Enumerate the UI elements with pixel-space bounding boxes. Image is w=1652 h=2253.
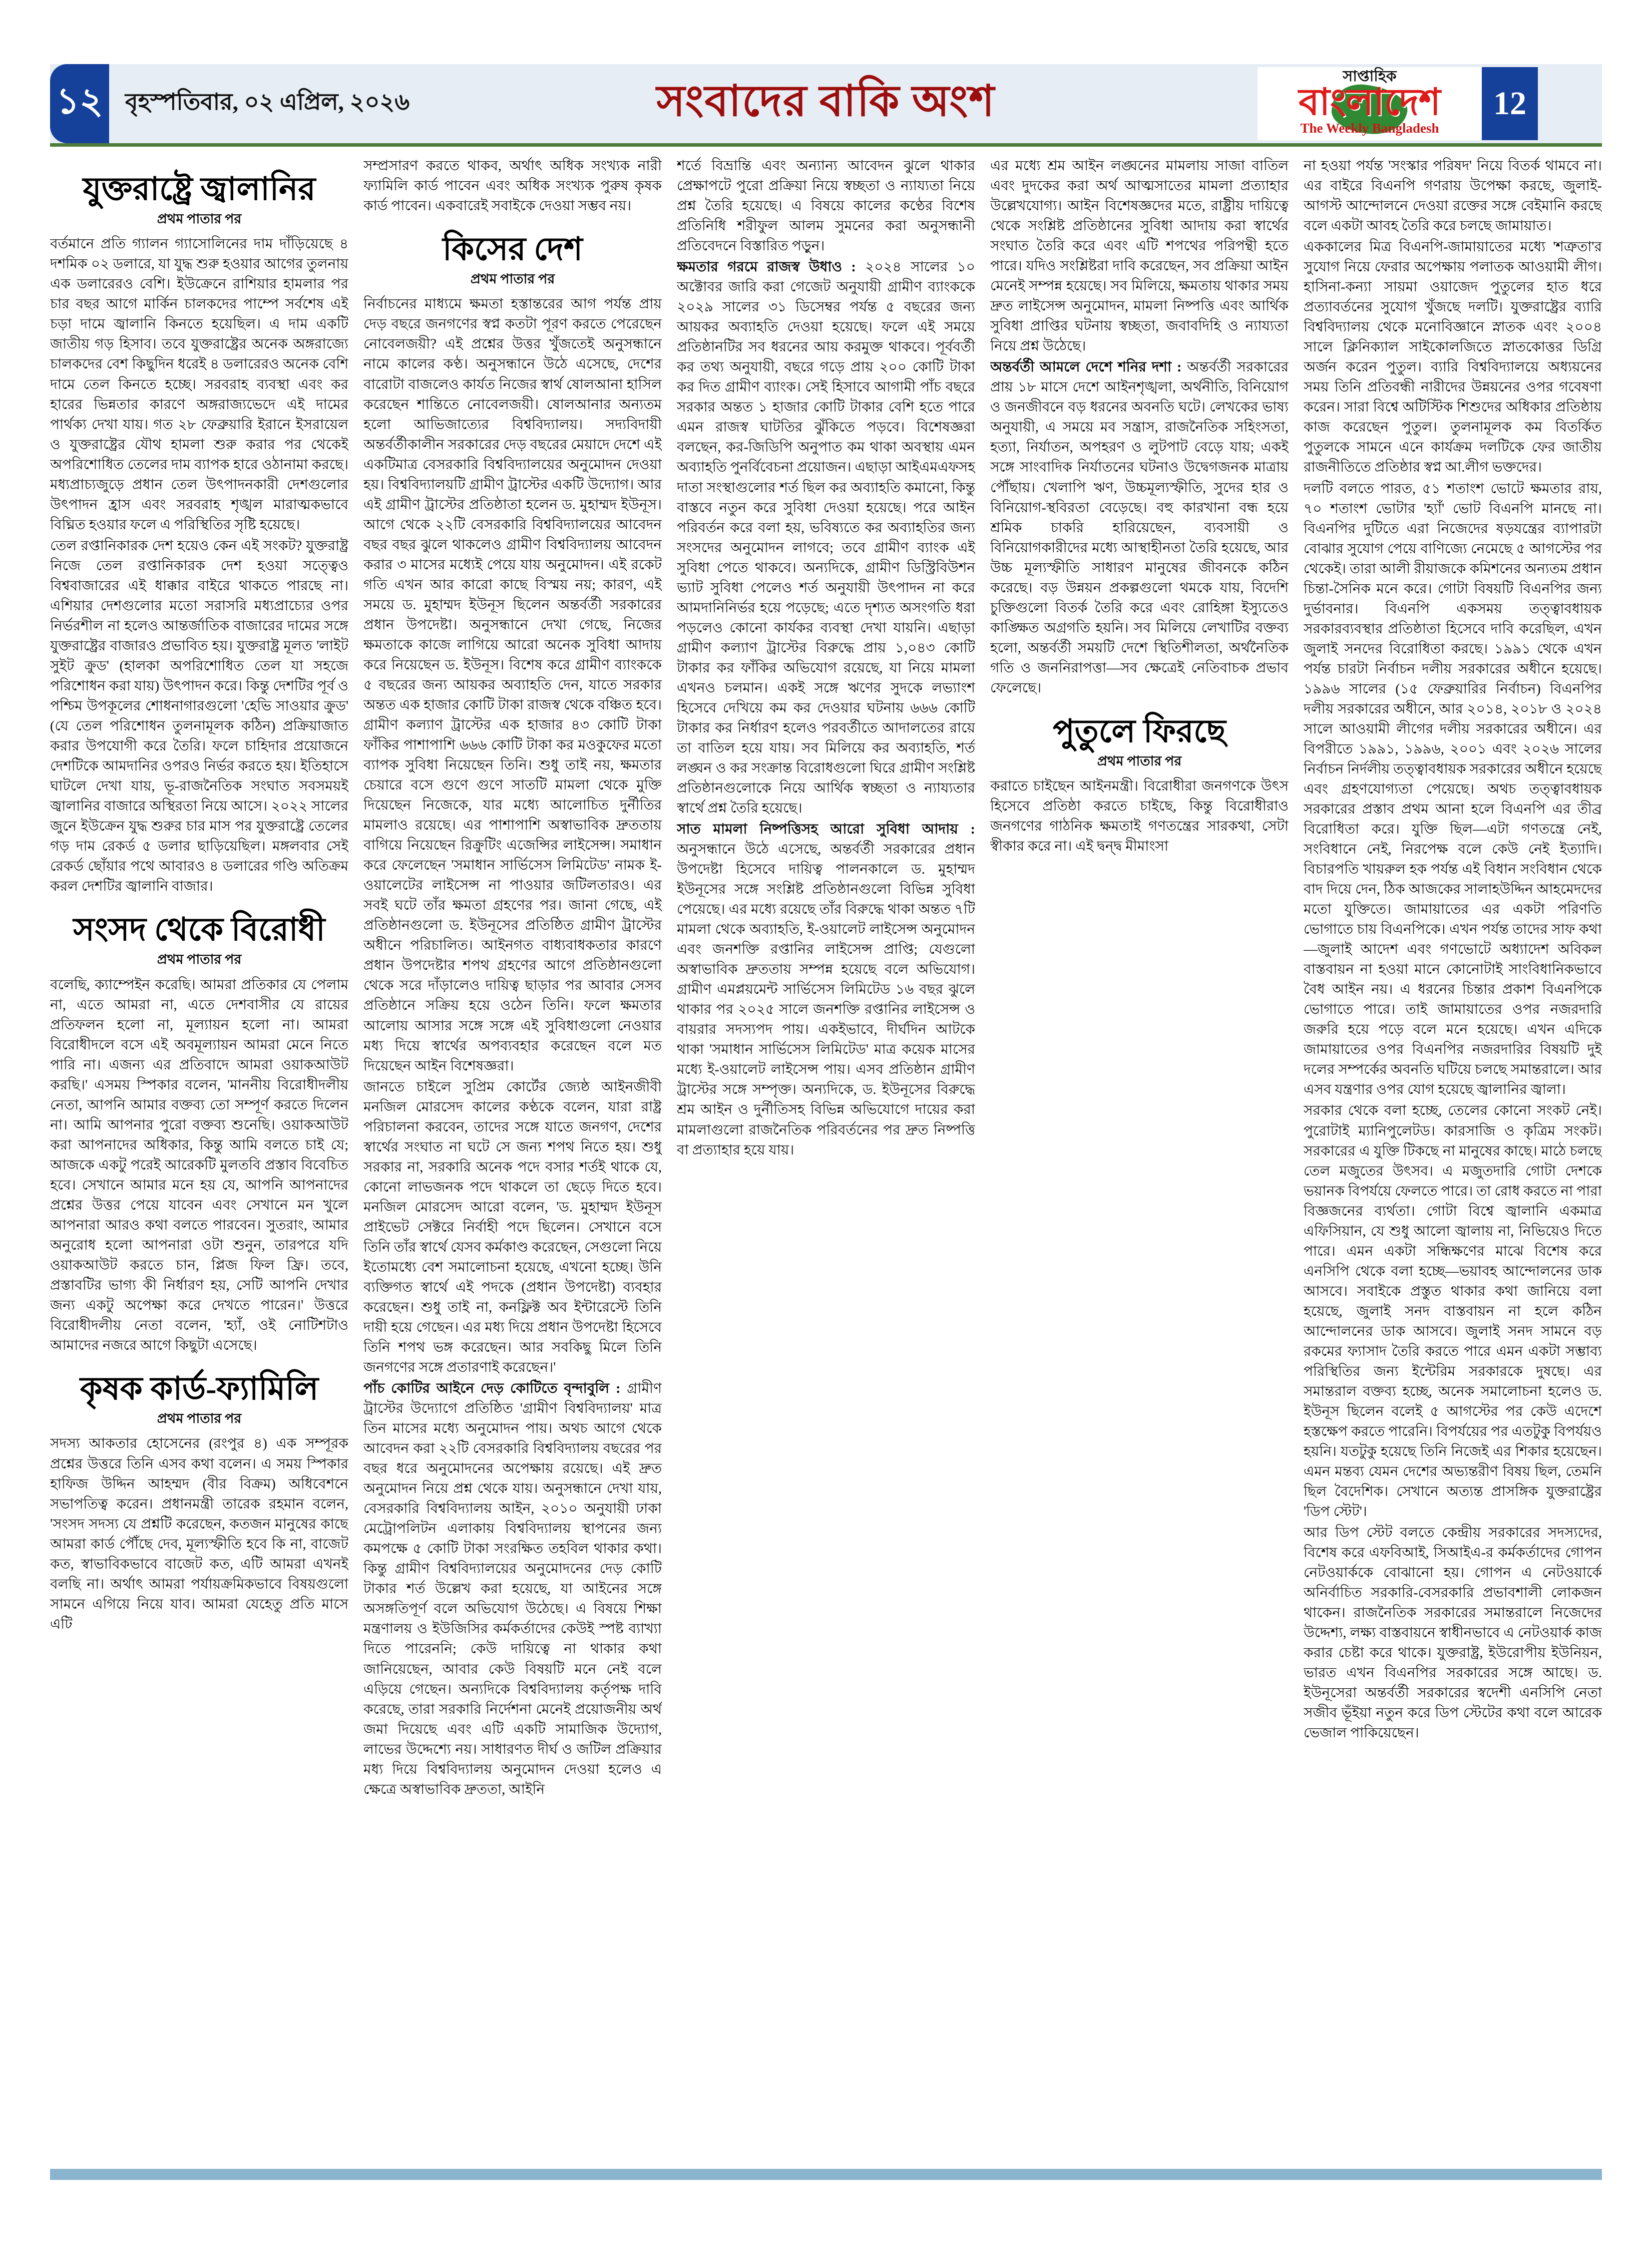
body-paragraph	[990, 777, 1289, 857]
text-run: দলটি বলতে পারত, ৫১ শতাংশ ভোটে ক্ষমতার রায়, ৭০ শতাংশ ভোটার 'হ্যাঁ' ভোট বিএনপি মানছে না। বিএনপির দুটিতে এরা নিজেদের ষড়যন্ত্রের ব্যাপারটা বোঝার সুযোগ পেয়ে বাণিজ্যে নেমেছে ৫ আগস্টের পর থেকেই। তারা আলী রীয়াজকে কমিশনের অন্যতম প্রধান চিন্তা-সৈনিক মনে করে। গোটা বিষয়টি বিএনপির জন্য দুর্ভাবনার। বিএনপি একসময় তত্ত্বাবধায়ক সরকারব্যবস্থার প্রতিষ্ঠাতা হিসেবে দাবি করেছিল, এখন জুলাই সনদের বিরোধিতা করছে। ১৯৯১ থেকে এখন পর্যন্ত চারটা নির্বাচন দলীয় সরকারের অধীনে হয়েছে। ১৯৯৬ সালের (১৫ ফেব্রুয়ারির নির্বাচন) বিএনপির দলীয় সরকারের অধীনে, আর ২০১৪, ২০১৮ ও ২০২৪ সালে আওয়ামী লীগের দলীয় সরকারের অধীনে। এর বিপরীতে ১৯৯১, ১৯৯৬, ২০০১ এবং ২০২৬ সালের নির্বাচন নির্দলীয় তত্ত্বাবধায়ক সরকারের অধীনে হয়েছে এবং গ্রহণযোগ্যতা পেয়েছে। অথচ তত্ত্বাবধায়ক সরকারের প্রস্তাব প্রথম আনা হলে বিএনপি এর তীব্র বিরোধিতা করে। যুক্তি ছিল—এটা গণতন্ত্রে নেই, সংবিধানে নেই, নিরপেক্ষ বলে কেউ নেই ইত্যাদি। বিচারপতি খায়রুল হক পর্যন্ত এই বিধান সংবিধান থেকে বাদ দিয়ে দেন, ঠিক আজকের সালাহউদ্দিন আহমেদদের মতো যুক্তিতে। জামায়াতের এর একটা পরিণতি ভোগাতে চায় বিএনপিকে। এখন পর্যন্ত তাদের সাফ কথা—জুলাই আদেশ এবং গণভোটে অধ্যাদেশ অবিকল বাস্তবায়ন না হওয়া মানে কোনোটাই সাংবিধানিকভাবে বৈধ আইন নয়। এ ধরনের চিন্তার প্রকাশ বিএনপিকে ভোগাতে পারে। তাই জামায়াতের ওপর নজরদারি জরুরি হয়ে পড়ে বলে মনে হয়েছে। এখন এদিকে জামায়াতের ওপর বিএনপির নজরদারির বিষয়টি দুই দলের সম্পর্কের অবনতি ঘটিয়ে চলছে সমান্তরালে। আর এসব যন্ত্রণার ওপর যোগ হয়েছে জ্বালানির জ্বালা।	[1304, 481, 1602, 1098]
body-paragraph	[50, 1434, 348, 1634]
headline-text: যুক্তরাষ্ট্রে জ্বালানির	[83, 171, 316, 207]
body-paragraph	[363, 294, 662, 1076]
article-headline	[50, 171, 348, 207]
bottom-bar	[50, 2169, 1602, 2180]
text-run: বর্তমানে প্রতি গ্যালন গ্যাসোলিনের দাম দাঁড়িয়েছে ৪ দশমিক ০২ ডলারে, যা যুদ্ধ শুরু হওয়ার আগের তুলনায় এক ডলারেরও বেশি। ইউক্রেনে রাশিয়ার হামলার পর চার বছর আগে মার্কিন চালকদের পাম্পে সর্বশেষ এই চড়া দামে জ্বালানি কিনতে হয়েছিল। এ দাম একটি জাতীয় গড় হিসাব। তবে যুক্তরাষ্ট্রের অনেক অঙ্গরাজ্যে চালকদের বেশ কিছুদিন ধরেই ৪ ডলারেরও অনেক বেশি দামে তেল কিনতে হচ্ছে। সরবরাহ ব্যবস্থা এবং কর হারের ভিন্নতার কারণে অঙ্গরাজ্যভেদে এই দামের পার্থক্য দেখা যায়। গত ২৮ ফেব্রুয়ারি ইরানে ইসরায়েল ও যুক্তরাষ্ট্রের যৌথ হামলা শুরু করার পর থেকেই অপরিশোধিত তেলের দাম ব্যাপক হারে ওঠানামা করছে। মধ্যপ্রাচ্যজুড়ে প্রধান তেল উৎপাদনকারী দেশগুলোর উৎপাদন হ্রাস এবং সরবরাহ শৃঙ্খল মারাত্মকভাবে বিঘ্নিত হওয়ার ফলে এ পরিস্থিতির সৃষ্টি হয়েছে।	[50, 236, 348, 533]
column-5	[1304, 156, 1602, 2159]
text-run: অন্তর্বর্তী সরকারের প্রায় ১৮ মাসে দেশে আইনশৃঙ্খলা, অর্থনীতি, বিনিয়োগ ও জনজীবনে বড় ধরনের অবনতি ঘটে। লেখকের ভাষ্য অনুযায়ী, এ সময়ে মব সন্ত্রাস, রাজনৈতিক সহিংসতা, হত্যা, নির্যাতন, অপহরণ ও লুটপাট বেড়ে যায়; একই সঙ্গে সাংবাদিক নির্যাতনের ঘটনাও উদ্বেগজনক মাত্রায় পৌঁছায়। খেলাপি ঋণ, উচ্চমূল্যস্ফীতি, সুদের হার ও বিনিয়োগ-স্থবিরতা বেড়েছে। বহু কারখানা বন্ধ হয়ে শ্রমিক চাকরি হারিয়েছেন, ব্যবসায়ী ও বিনিয়োগকারীদের মধ্যে আস্থাহীনতা তৈরি হয়েছে, আর উচ্চ মূল্যস্ফীতি সাধারণ মানুষের জীবনকে কঠিন করেছে। বড় উন্নয়ন প্রকল্পগুলো থমকে যায়, বিদেশি চুক্তিগুলো বিতর্ক তৈরি করে এবং রোহিঙ্গা ইস্যুতেও কাঙ্ক্ষিত অগ্রগতি হয়নি। সব মিলিয়ে লেখাটির বক্তব্য হলো, অন্তর্বর্তী সময়টি দেশে স্থিতিশীলতা, অর্থনৈতিক গতি ও জননিরাপত্তা—সব ক্ষেত্রেই নেতিবাচক প্রভাব ফেলেছে।	[990, 359, 1289, 696]
body-paragraph	[363, 156, 662, 216]
body-paragraph	[1304, 1101, 1602, 1522]
continuation-note	[50, 209, 348, 229]
body-paragraph	[363, 1379, 662, 1800]
text-run: বলেছি, ক্যাম্পেইন করেছি। আমরা প্রতিকার যে পেলাম না, এতে আমরা না, এতে দেশবাসীর যে রায়ের প্রতিফলন হলো না, মূল্যায়ন হলো না। আমরা বিরোধীদলে বসে এই অবমূল্যায়ন আমরা মেনে নিতে পারি না। এজন্য এর প্রতিবাদে আমরা ওয়াকআউট করছি।' এসময় স্পিকার বলেন, 'মাননীয় বিরোধীদলীয় নেতা, আপনি আমার বক্তব্য তো সম্পূর্ণ করতে দিলেন না। আমি আপনার পুরো বক্তব্য শুনেছি। ওয়াকআউট করা আপনাদের অধিকার, কিন্তু আমি বলতে চাই যে; আজকে একটু পরেই আরেকটি মুলতবি প্রস্তাব বিবেচিত হবে। সেখানে আমার মনে হয় যে, আপনি আপনাদের প্রশ্নের উত্তর পেয়ে যাবেন এবং সেখানে মন খুলে আপনারা আরও কথা বলতে পারবেন। সুতরাং, আমার অনুরোধ হলো আপনারা ওটা শুনুন, তারপরে যদি ওয়াকআউট করতে চান, প্লিজ ফিল ফ্রি। তবে, প্রস্তাবটির ভাগ্য কী নির্ধারণ হয়, সেটি আপনি দেখার জন্য একটু অপেক্ষা করে দেখতে পারেন।' উত্তরে বিরোধীদলীয় নেতা বলেন, 'হ্যাঁ, ওই নোটিশটাও আমাদের নজরে আগে কিছুটা এসেছে।	[50, 977, 348, 1354]
text-run: তেল রপ্তানিকারক দেশ হয়েও কেন এই সংকট? যুক্তরাষ্ট্র নিজে তেল রপ্তানিকারক দেশ হওয়া সত্ত্বেও বিশ্ববাজারের এই ধাক্কার বাইরে থাকতে পারছে না। এশিয়ার দেশগুলোর মতো সরাসরি মধ্যপ্রাচ্যের ওপর নির্ভরশীল না হলেও আন্তর্জাতিক বাজারের দামের সঙ্গে যুক্তরাষ্ট্রের বাজারও প্রভাবিত হয়। যুক্তরাষ্ট্র মূলত 'লাইট সুইট ক্রুড' (হালকা অপরিশোধিত তেল যা সহজে পরিশোধন করা যায়) উৎপাদন করে। কিন্তু দেশটির পূর্ব ও পশ্চিম উপকূলের শোধনাগারগুলো 'হেভি সাওয়ার ক্রুড' (যে তেল পরিশোধন তুলনামূলক কঠিন) প্রক্রিয়াজাত করার উপযোগী করে তৈরি। ফলে চাহিদার প্রয়োজনে দেশটিকে আমদানির ওপরও নির্ভর করতে হয়। ইতিহাসে ঘাটলে দেখা যায়, ভূ-রাজনৈতিক সংঘাত সবসময়ই জ্বালানির বাজারে অস্থিরতা নিয়ে আসে। ২০২২ সালের জুনে ইউক্রেন যুদ্ধ শুরুর চার মাস পর যুক্তরাষ্ট্রে তেলের গড় দাম রেকর্ড ৫ ডলার ছাড়িয়েছিল। মঙ্গলবার সেই রেকর্ড ছোঁয়ার পথে আবারও ৪ ডলারের গণ্ডি অতিক্রম করল দেশটির জ্বালানি বাজার।	[50, 538, 348, 895]
column-3	[677, 156, 975, 2159]
column-2	[363, 156, 662, 2159]
section-lead: সাত মামলা নিষ্পত্তিসহ আরো সুবিধা আদায় :	[677, 822, 975, 838]
text-run: অনুসন্ধানে উঠে এসেছে, অন্তর্বর্তী সরকারের প্রধান উপদেষ্টা হিসেবে দায়িত্ব পালনকালে ড. মুহাম্মদ ইউনূসের সঙ্গে সংশ্লিষ্ট প্রতিষ্ঠানগুলো বিভিন্ন সুবিধা পেয়েছে। এর মধ্যে রয়েছে তাঁর বিরুদ্ধে থাকা অন্তত ৭টি মামলা থেকে অব্যাহতি, ই-ওয়ালেট লাইসেন্স অনুমোদন এবং জনশক্তি রপ্তানির লাইসেন্স প্রাপ্তি; যেগুলো অস্বাভাবিক দ্রুততায় সম্পন্ন হয়েছে বলে অভিযোগ। গ্রামীণ এমপ্লয়মেন্ট সার্ভিসেস লিমিটেড ১৬ বছর ঝুলে থাকার পর ২০২৫ সালে জনশক্তি রপ্তানির লাইসেন্স ও বায়রার সদস্যপদ পায়। একইভাবে, দীর্ঘদিন আটকে থাকা 'সমাধান সার্ভিসেস লিমিটেড' মাত্র কয়েক মাসের মধ্যে ই-ওয়ালেট লাইসেন্স পায়। এসব প্রতিষ্ঠান গ্রামীণ ট্রাস্টের সঙ্গে সম্পৃক্ত। অন্যদিকে, ড. ইউনূসের বিরুদ্ধে শ্রম আইন ও দুর্নীতিসহ বিভিন্ন অভিযোগে দায়ের করা মামলাগুলো রাজনৈতিক পরিবর্তনের পর দ্রুত নিষ্পত্তি বা প্রত্যাহার হয়ে যায়।	[677, 842, 975, 1158]
text-run: সদস্য আকতার হোসেনের (রংপুর ৪) এক সম্পূরক প্রশ্নের উত্তরে তিনি এসব কথা বলেন। এ সময় স্পিকার হাফিজ উদ্দিন আহম্মদ (বীর বিক্রম) অধিবেশনে সভাপতিত্ব করেন। প্রধানমন্ত্রী তারেক রহমান বলেন, 'সংসদ সদস্য যে প্রশ্নটি করেছেন, কতজন মানুষের কাছে আমরা কার্ড পৌঁছে দেব, মূল্যস্ফীতি হবে কি না, বাজেট কত, স্বাভাবিকভাবে বাজেট কত, এটি আমরা এখনই বলছি না। অর্থাৎ আমরা পর্যায়ক্রমিকভাবে বিষয়গুলো সামনে এগিয়ে নিয়ে যাব। আমরা যেহেতু প্রতি মাসে এটি	[50, 1436, 348, 1632]
continuation-note	[990, 752, 1289, 771]
headline-text: পুতুলে ফিরছে	[1053, 713, 1226, 749]
body-paragraph	[1304, 479, 1602, 1100]
continuation-note	[50, 950, 348, 969]
body-paragraph	[50, 234, 348, 535]
article-headline	[50, 1371, 348, 1407]
text-run: জানতে চাইলে সুপ্রিম কোর্টের জ্যেষ্ঠ আইনজীবী মনজিল মোরসেদ কালের কণ্ঠকে বলেন, যারা রাষ্ট্র পরিচালনা করবেন, তাদের সঙ্গে যাতে জনগণ, দেশের স্বার্থের সংঘাত না ঘটে সে জন্য শপথ নিতে হয়। শুধু সরকার না, সরকারি অনেক পদে বসার শর্তই থাকে যে, কোনো লাভজনক পদে থাকলে তা ছেড়ে দিতে হবে। মনজিল মোরসেদ আরো বলেন, 'ড. মুহাম্মদ ইউনূস প্রাইভেট সেক্টরে নির্বাহী পদে ছিলেন। সেখানে বসে তিনি তাঁর স্বার্থে যেসব কর্মকাণ্ড করেছেন, সেগুলো নিয়ে ইতোমধ্যে বেশ সমালোচনা হয়েছে, এখনো হচ্ছে। উনি ব্যক্তিগত স্বার্থে এই পদকে (প্রধান উপদেষ্টা) ব্যবহার করেছেন। শুধু তাই না, কনফ্লিক্ট অব ইন্টারেস্টে তিনি দায়ী হয়ে গেছেন। এর মধ্য দিয়ে প্রধান উপদেষ্টা হিসেবে তিনি শপথ ভঙ্গ করেছেন। আর সবকিছু মিলে তিনি জনগণের সঙ্গে প্রতারণাই করেছেন।'	[363, 1079, 662, 1376]
article-headline	[990, 713, 1289, 749]
section-lead: পাঁচ কোটির আইনে দেড় কোটিতে বৃন্দাবুলি :	[363, 1381, 621, 1397]
page-number-left: ১২	[50, 64, 109, 143]
section-lead: অন্তর্বর্তী আমলে দেশে শনির দশা :	[990, 359, 1182, 376]
body-paragraph	[990, 357, 1289, 698]
body-paragraph	[677, 156, 975, 256]
body-paragraph	[50, 536, 348, 897]
text-run: সরকার থেকে বলা হচ্ছে, তেলের কোনো সংকট নেই। পুরোটাই ম্যানিপুলেটড। কারসাজি ও কৃত্রিম সংকট। সরকারের এ যুক্তি টিকছে না মানুষের কাছে। মাঠে চলছে তেল মজুতের উৎসব। এ মজুতদারি গোটা দেশকে ভয়ানক বিপর্যয়ে ফেলতে পারে। তা রোধ করতে না পারা বিজ্ঞজনের ব্যর্থতা। গোটা বিশ্বে জ্বালানি একমাত্র এফিসিয়ান, যে শুধু আলো জ্বালায় না, নিভিয়েও দিতে পারে। এমন একটা সন্ধিক্ষণের মাঝে বিশেষ করে এনসিপি থেকে বলা হচ্ছে—ভয়াবহ আন্দোলনের ডাক আসবে। সবাইকে প্রস্তুত থাকার কথা জানিয়ে বলা হয়েছে, জুলাই সনদ বাস্তবায়ন না হলে কঠিন আন্দোলনের ডাক আসবে। জুলাই সনদ সামনে বড় রকমের ফ্যাসাদ তৈরি করতে পারে এমন একটা সম্ভাব্য পরিস্থিতির জন্য ইন্টেরিম সরকারকে দুষছে। এর সমান্তরাল বক্তব্য হচ্ছে, অনেক সমালোচনা হলেও ড. ইউনূস ছিলেন বলেই ৫ আগস্টের পর কেউ এদেশে হস্তক্ষেপ করতে পারেনি। বিপর্যয়ের পর এতটুকু বিপর্যয়ও হয়নি। যতটুকু হয়েছে তিনি নিজেই এর শিকার হয়েছেন। এমন মন্তব্য যেমন দেশের অভ্যন্তরীণ বিষয় ছিল, তেমনি ছিল বৈদেশিক। সেখানে অত্যন্ত প্রাসঙ্গিক যুক্তরাষ্ট্রের 'ডিপ স্টেট'।	[1304, 1103, 1602, 1520]
section-title: সংবাদের বাকি অংশ	[656, 77, 996, 125]
body-paragraph	[363, 1077, 662, 1378]
headline-text: কিসের দেশ	[443, 231, 583, 267]
header-rule	[50, 143, 1602, 147]
text-run: করাতে চাইছেন আইনমন্ত্রী। বিরোধীরা জনগণকে উৎস হিসেবে প্রতিষ্ঠা করতে চাইছে, কিন্তু বিরোধীরাও জনগণের গাঠনিক ক্ষমতাই গণতন্ত্রের সারকথা, সেটা স্বীকার করে না। এই দ্বন্দ্ব মীমাংসা	[990, 779, 1289, 855]
continuation-note	[363, 269, 662, 289]
text-run: এর মধ্যে শ্রম আইন লঙ্ঘনের মামলায় সাজা বাতিল এবং দুদকের করা অর্থ আত্মসাতের মামলা প্রত্যাহার উল্লেখযোগ্য। আইন বিশেষজ্ঞদের মতে, রাষ্ট্রীয় দায়িত্বে থেকে সংশ্লিষ্ট প্রতিষ্ঠানের সুবিধা আদায় করা স্বার্থের সংঘাত তৈরি করে এবং এটি শপথের পরিপন্থী হতে পারে। যদিও সংশ্লিষ্টরা দাবি করেছেন, সব প্রক্রিয়া আইন মেনেই সম্পন্ন হয়েছে। সব মিলিয়ে, ক্ষমতায় থাকার সময় দ্রুত লাইসেন্স অনুমোদন, মামলা নিষ্পত্তি এবং আর্থিক সুবিধা প্রাপ্তির ঘটনায় স্বচ্ছতা, জবাবদিহি ও ন্যায্যতা নিয়ে প্রশ্ন উঠেছে।	[990, 158, 1289, 354]
logo-name-en: The Weekly Bangladesh	[1300, 121, 1439, 136]
headline-text: সংসদ থেকে বিরোধী	[73, 912, 325, 948]
page-number-right: 12	[1482, 67, 1538, 140]
section-lead: ক্ষমতার গরমে রাজস্ব উধাও :	[677, 259, 856, 275]
text-run: প্রথম পাতার পর	[157, 1410, 242, 1426]
logo-name-bn: বাংলাদেশ	[1299, 82, 1441, 123]
body-paragraph	[1304, 156, 1602, 236]
text-run: সম্প্রসারণ করতে থাকব, অর্থাৎ অধিক সংখ্যক নারী ফ্যামিলি কার্ড পাবেন এবং অধিক সংখ্যক পুরুষ কৃষক কার্ড পাবেন। একবারেই সবাইকে দেওয়া সম্ভব নয়।	[363, 158, 662, 214]
body-paragraph	[1304, 1523, 1602, 1743]
text-run: গ্রামীণ ট্রাস্টের উদ্যোগে প্রতিষ্ঠিত 'গ্রামীণ বিশ্ববিদ্যালয়' মাত্র তিন মাসের মধ্যে অনুমোদন পায়। অথচ আগে থেকে আবেদন করা ২২টি বেসরকারি বিশ্ববিদ্যালয় বছরের পর বছর ধরে অনুমোদনের অপেক্ষায় রয়েছে। এই দ্রুত অনুমোদন নিয়ে প্রশ্ন থেকে যায়। অনুসন্ধানে দেখা যায়, বেসরকারি বিশ্ববিদ্যালয় আইন, ২০১০ অনুযায়ী ঢাকা মেট্রোপলিটন এলাকায় বিশ্ববিদ্যালয় স্থাপনের জন্য কমপক্ষে ৫ কোটি টাকা সংরক্ষিত তহবিল থাকার কথা। কিন্তু গ্রামীণ বিশ্ববিদ্যালয়ের অনুমোদনের দেড় কোটি টাকার শর্ত উল্লেখ করা হয়েছে, যা আইনের সঙ্গে অসঙ্গতিপূর্ণ বলে অভিযোগ উঠেছে। এ বিষয়ে শিক্ষা মন্ত্রণালয় ও ইউজিসির কর্মকর্তাদের কেউই স্পষ্ট ব্যাখ্যা দিতে পারেননি; কেউ দায়িত্বে না থাকার কথা জানিয়েছেন, আবার কেউ বিষয়টি মনে নেই বলে এড়িয়ে গেছেন। অন্যদিকে বিশ্ববিদ্যালয় কর্তৃপক্ষ দাবি করেছে, তারা সরকারি নির্দেশনা মেনেই প্রয়োজনীয় অর্থ জমা দিয়েছে এবং এটি একটি সামাজিক উদ্যোগ, লাভের উদ্দেশ্যে নয়। সাধারণত দীর্ঘ ও জটিল প্রক্রিয়ার মধ্য দিয়ে বিশ্ববিদ্যালয় অনুমোদন দেওয়া হলেও এ ক্ষেত্রে অস্বাভাবিক দ্রুততা, আইনি	[363, 1381, 662, 1797]
logo-weekly-bn: সাপ্তাহিক	[1343, 68, 1397, 85]
body-paragraph	[677, 820, 975, 1161]
body-paragraph	[1304, 237, 1602, 478]
text-run: না হওয়া পর্যন্ত 'সংস্কার পরিষদ' নিয়ে বিতর্ক থামবে না। এর বাইরে বিএনপি গণরায় উপেক্ষা করছে, জুলাই-আগস্ট আন্দোলনে দেওয়া রক্তের সঙ্গে বেইমানি করছে বলে একটা আবহ তৈরি করে চলছে জামায়াত।	[1304, 158, 1602, 234]
continuation-note	[50, 1409, 348, 1428]
text-run: ২০২৪ সালের ১০ অক্টোবর জারি করা গেজেট অনুযায়ী গ্রামীণ ব্যাংককে ২০২৯ সালের ৩১ ডিসেম্বর পর্যন্ত ৫ বছরের জন্য আয়কর অব্যাহতি দেওয়া হয়েছে। ফলে এই সময়ে প্রতিষ্ঠানটির সব ধরনের আয় করমুক্ত থাকবে। পূর্ববর্তী কর তথ্য অনুযায়ী, বছরে গড়ে প্রায় ২০০ কোটি টাকা কর দিত গ্রামীণ ব্যাংক। সেই হিসাবে আগামী পাঁচ বছরে সরকার অন্তত ১ হাজার কোটি টাকার বেশি হতে পারে এমন রাজস্ব ঘাটতির ঝুঁকিতে পড়বে। বিশেষজ্ঞরা বলছেন, কর-জিডিপি অনুপাত কম থাকা অবস্থায় এমন অব্যাহতি পুনর্বিবেচনা প্রয়োজন। এছাড়া আইএমএফসহ দাতা সংস্থাগুলোর শর্ত ছিল কর অব্যাহতি কমানো, কিন্তু বাস্তবে নতুন করে সুবিধা দেওয়া হয়েছে। পরে আইন পরিবর্তন করে বলা হয়, ভবিষ্যতে কর অব্যাহতির জন্য সংসদের অনুমোদন লাগবে; তবে গ্রামীণ ব্যাংক এই সুবিধা পেতে থাকবে। অন্যদিকে, গ্রামীণ ডিস্ট্রিবিউশন ভ্যাট সুবিধা পেলেও শর্ত অনুযায়ী উৎপাদন না করে আমদানিনির্ভর হয়ে পড়েছে; এতে দৃশ্যত অসংগতি ধরা পড়লেও কোনো কার্যকর ব্যবস্থা দেখা যায়নি। এছাড়া গ্রামীণ কল্যাণ ট্রাস্টের বিরুদ্ধে প্রায় ১,০৪৩ কোটি টাকার কর ফাঁকির অভিযোগ রয়েছে, যা নিয়ে মামলা এখনও চলমান। একই সঙ্গে ঋণের সুদকে লভ্যাংশ হিসেবে দেখিয়ে কম কর দেওয়ার ঘটনায় ৬৬৬ কোটি টাকার কর নির্ধারণ হলেও পরবর্তীতে আদালতের রায়ে তা বাতিল হয়ে যায়। সব মিলিয়ে কর অব্যাহতি, শর্ত লঙ্ঘন ও কর সংক্রান্ত বিরোধগুলো ঘিরে গ্রামীণ সংশ্লিষ্ট প্রতিষ্ঠানগুলোকে নিয়ে আর্থিক স্বচ্ছতা ও ন্যায্যতার স্বার্থে প্রশ্ন তৈরি হয়েছে।	[677, 259, 975, 816]
text-run: শর্তে বিভ্রান্তি এবং অন্যান্য আবেদন ঝুলে থাকার প্রেক্ষাপটে পুরো প্রক্রিয়া নিয়ে স্বচ্ছতা ও ন্যায্যতা নিয়ে প্রশ্ন তৈরি হয়েছে। এ বিষয়ে কালের কণ্ঠের বিশেষ প্রতিনিধি শরীফুল আলম সুমনের করা অনুসন্ধানী প্রতিবেদনে বিস্তারিত পড়ুন।	[677, 158, 975, 254]
masthead	[50, 64, 1602, 143]
text-run: আর ডিপ স্টেট বলতে কেন্দ্রীয় সরকারের সদস্যদের, বিশেষ করে এফবিআই, সিআইএ-র কর্মকর্তাদের গোপন নেটওয়ার্ককে বোঝানো হয়। গোপন এ নেটওয়ার্কে অনির্বাচিত সরকারি-বেসরকারি প্রভাবশালী লোকজন থাকেন। রাজনৈতিক সরকারের সমান্তরালে নিজেদের উদ্দেশ্য, লক্ষ্য বাস্তবায়নে স্বাধীনভাবে এ নেটওয়ার্ক কাজ করার চেষ্টা করে থাকে। যুক্তরাষ্ট্র, ইউরোপীয় ইউনিয়ন, ভারত এখন বিএনপির সরকারের সঙ্গে আছে। ড. ইউনূসেরা অন্তর্বর্তী সরকারের স্বদেশী এনসিপি নেতা সজীব ভূঁইয়া নতুন করে ডিপ স্টেটের কথা বলে আরেক ভেজাল পাকিয়েছেন।	[1304, 1525, 1602, 1741]
text-run: প্রথম পাতার পর	[1097, 753, 1182, 769]
article-headline	[50, 912, 348, 948]
body-paragraph	[990, 156, 1289, 356]
newspaper-logo	[1258, 67, 1538, 140]
body-paragraph	[50, 975, 348, 1356]
logo-art	[1258, 67, 1482, 140]
text-run: প্রথম পাতার পর	[470, 271, 555, 286]
column-1	[50, 156, 348, 2159]
headline-text: কৃষক কার্ড-ফ্যামিলি	[80, 1371, 319, 1407]
text-run: প্রথম পাতার পর	[157, 951, 242, 967]
body-paragraph	[677, 257, 975, 819]
text-run: প্রথম পাতার পর	[157, 211, 242, 226]
article-headline	[363, 231, 662, 267]
text-run: নির্বাচনের মাধ্যমে ক্ষমতা হস্তান্তরের আগ পর্যন্ত প্রায় দেড় বছরে জনগণের স্বপ্ন কতটা পূরণ করতে পেরেছেন নোবেলজয়ী? এই প্রশ্নের উত্তর খুঁজতেই অনুসন্ধানে নামে কালের কণ্ঠ। অনুসন্ধানে উঠে এসেছে, দেশের বারোটা বাজলেও কার্যত নিজের স্বার্থ ষোলআনা হাসিল করেছেন শান্তিতে নোবেলজয়ী। ষোলআনার অন্যতম হলো আভিজাত্যের বিশ্ববিদ্যালয়। সদ্যবিদায়ী অন্তর্বর্তীকালীন সরকারের দেড় বছরের মেয়াদে দেশে এই একটিমাত্র বেসরকারি বিশ্ববিদ্যালয়ের অনুমোদন দেওয়া হয়। বিশ্ববিদ্যালয়টি গ্রামীণ ট্রাস্টের একটি উদ্যোগ। আর এই গ্রামীণ ট্রাস্টের প্রতিষ্ঠাতা হলেন ড. মুহাম্মদ ইউনূস। আগে থেকে ২২টি বেসরকারি বিশ্ববিদ্যালয়ের আবেদন বছর বছর ঝুলে থাকলেও গ্রামীণ বিশ্ববিদ্যালয় আবেদন করার ৩ মাসের মধ্যেই পেয়ে যায় অনুমোদন। এই রকেট গতি এখন আর কারো কাছে বিস্ময় নয়; কারণ, এই সময়ে ড. মুহাম্মদ ইউনূস ছিলেন অন্তর্বর্তী সরকারের প্রধান উপদেষ্টা। অনুসন্ধানে দেখা গেছে, নিজের ক্ষমতাকে কাজে লাগিয়ে আরো অনেক সুবিধা আদায় করে নিয়েছেন ড. ইউনূস। বিশেষ করে গ্রামীণ ব্যাংককে ৫ বছরের জন্য আয়কর অব্যাহতি দেন, যাতে সরকার অন্তত এক হাজার কোটি টাকা রাজস্ব থেকে বঞ্চিত হবে। গ্রামীণ কল্যাণ ট্রাস্টের এক হাজার ৪৩ কোটি টাকা ফাঁকির পাশাপাশি ৬৬৬ কোটি টাকা কর মওকুফের মতো ব্যাপক সুবিধা নিয়েছেন তিনি। শুধু তাই নয়, ক্ষমতার চেয়ারে বসে গুণে গুণে সাতটি মামলা থেকে মুক্তি দিয়েছেন নিজেকে, যার মধ্যে আলোচিত দুর্নীতির মামলাও রয়েছে। এর পাশাপাশি অস্বাভাবিক দ্রুততায় বাগিয়ে নিয়েছেন রিক্রুটিং এজেন্সির লাইসেন্স। সমাধান করে ফেলেছেন 'সমাধান সার্ভিসেস লিমিটেড' নামক ই-ওয়ালেটের লাইসেন্স না পাওয়ার জটিলতারও। এর সবই ঘটে তাঁর ক্ষমতা গ্রহণের পর। জানা গেছে, এই প্রতিষ্ঠানগুলো ড. ইউনূসের প্রতিষ্ঠিত গ্রামীণ ট্রাস্টের অধীনে পরিচালিত। আইনগত বাধ্যবাধকতার কারণে প্রধান উপদেষ্টার শপথ গ্রহণের আগে প্রতিষ্ঠানগুলো থেকে সরে দাঁড়ালেও দায়িত্ব ছাড়ার পর আবার সেসব প্রতিষ্ঠানে সক্রিয় হয়ে ওঠেন তিনি। ফলে ক্ষমতার আলোয় আসার সঙ্গে সঙ্গে এই সুবিধাগুলো নেওয়ার মধ্য দিয়ে স্বার্থের অপব্যবহার করেছেন বলে মত দিয়েছেন আইন বিশেষজ্ঞরা।	[363, 296, 662, 1074]
date-text: বৃহস্পতিবার, ০২ এপ্রিল, ২০২৬	[125, 89, 410, 115]
column-4	[990, 156, 1289, 2159]
text-run: এককালের মিত্র বিএনপি-জামায়াতের মধ্যে 'শত্রুতা'র সুযোগ নিয়ে ফেরার অপেক্ষায় পলাতক আওয়ামী লীগ। হাসিনা-কন্যা সায়মা ওয়াজেদ পুতুলের হাত ধরে প্রত্যাবর্তনের সুযোগ খুঁজছে দলটি। যুক্তরাষ্ট্রের ব্যারি বিশ্ববিদ্যালয় থেকে মনোবিজ্ঞানে স্নাতক এবং ২০০৪ সালে ক্লিনিক্যাল সাইকোলজিতে স্নাতকোত্তর ডিগ্রি অর্জন করেন পুতুল। ব্যারি বিশ্ববিদ্যালয়ে অধ্যয়নের সময় তিনি প্রতিবন্ধী নারীদের উন্নয়নের ওপর গবেষণা করেন। সারা বিশ্বে অটিস্টিক শিশুদের অধিকার প্রতিষ্ঠায় কাজ করেছেন পুতুল। তুলনামূলক কম বিতর্কিত পুতুলকে সামনে এনে কার্যক্রম দলটিকে ফের জাতীয় রাজনীতিতে প্রতিষ্ঠার স্বপ্ন আ.লীগ ভক্তদের।	[1304, 239, 1602, 476]
columns	[50, 156, 1602, 2159]
